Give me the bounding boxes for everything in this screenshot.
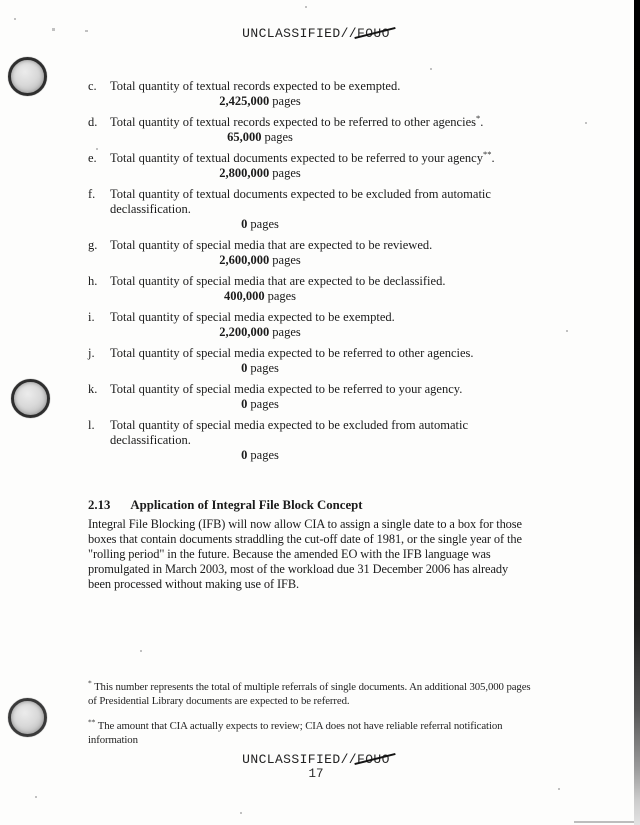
scan-speck (52, 28, 55, 31)
footnote-marker: * (475, 112, 481, 123)
section-paragraph (88, 517, 563, 592)
fouo-marking: FOUO (357, 26, 390, 41)
footnote-marker: * (88, 678, 92, 688)
page-number: 17 (308, 767, 324, 781)
list-item (88, 418, 566, 463)
scan-speck (566, 330, 568, 332)
item-letter: j. (88, 346, 95, 360)
item-text: Total quantity of special media expected to be exempted. (110, 310, 395, 324)
item-quantity: 0 pages (241, 448, 279, 462)
scan-edge-artifact-bottom (574, 821, 634, 823)
footnote: * This number represents the total of multiple referrals of single documents. An additional 305,000 pages of Presidential Library documents are expected to be referred. (88, 678, 531, 707)
scan-speck (14, 18, 16, 20)
list-item (88, 187, 566, 232)
item-quantity: 400,000 pages (223, 289, 297, 303)
item-text: Total quantity of special media that are expected to be declassified. (110, 274, 446, 288)
item-text: Total quantity of textual records expected to be referred to other agencies*. (110, 112, 484, 129)
paragraph-line: promulgated in March 2003, most of the workload due 31 December 2006 has already (88, 562, 509, 576)
item-letter: f. (88, 187, 96, 201)
hole-punch (11, 379, 50, 418)
list-item (88, 112, 566, 145)
list-item (88, 310, 566, 340)
item-letter: d. (88, 115, 98, 129)
footnote: ** The amount that CIA actually expects to review; CIA does not have reliable referral notification information (88, 717, 503, 746)
scan-speck (140, 650, 142, 652)
item-quantity: 2,800,000 pages (219, 166, 301, 180)
item-quantity: 0 pages (241, 217, 279, 231)
list-item (88, 346, 566, 376)
scan-speck (96, 148, 98, 150)
scan-speck (35, 796, 37, 798)
scan-speck (558, 788, 560, 790)
item-letter: e. (88, 151, 97, 165)
list-item (88, 382, 566, 412)
list-item (88, 79, 566, 109)
classification-prefix: UNCLASSIFIED// (242, 752, 357, 767)
footnote-marker: ** (88, 717, 96, 727)
item-quantity: 2,425,000 pages (219, 94, 301, 108)
item-quantity: 65,000 pages (227, 130, 293, 144)
list-item (88, 274, 566, 304)
item-letter: l. (88, 418, 95, 432)
classification-struck-marking (357, 26, 390, 41)
item-quantity: 2,200,000 pages (219, 325, 301, 339)
quantity-list (88, 79, 566, 469)
classification-struck-marking (357, 752, 390, 767)
item-letter: c. (88, 79, 97, 93)
fouo-marking: FOUO (357, 752, 390, 767)
item-quantity: 0 pages (241, 397, 279, 411)
item-text: Total quantity of textual documents expected to be excluded from automatic declassification. (110, 187, 491, 216)
paragraph-line: boxes that contain documents straddling the cut-off date of 1981, or the single year of the (88, 532, 522, 546)
item-letter: g. (88, 238, 98, 252)
item-text: Total quantity of special media that are expected to be reviewed. (110, 238, 433, 252)
scan-speck (430, 68, 432, 70)
item-quantity: 2,600,000 pages (219, 253, 301, 267)
paragraph-line: Integral File Blocking (IFB) will now allow CIA to assign a single date to a box for those (88, 517, 522, 531)
paragraph-line: "rolling period" in the future. Because the amended EO with the IFB language was (88, 547, 491, 561)
scan-speck (85, 30, 88, 32)
classification-prefix: UNCLASSIFIED// (242, 26, 357, 41)
section-number: 2.13 (88, 498, 111, 512)
footnotes (88, 678, 580, 759)
hole-punch (8, 698, 47, 737)
footer-classification-banner (0, 752, 632, 767)
scan-speck (305, 6, 307, 8)
paragraph-line: been processed without making use of IFB. (88, 577, 299, 591)
item-letter: i. (88, 310, 95, 324)
item-text: Total quantity of special media expected to be referred to your agency. (110, 382, 463, 396)
list-item (88, 148, 566, 181)
item-text: Total quantity of textual documents expected to be referred to your agency**. (110, 148, 495, 165)
item-letter: h. (88, 274, 98, 288)
scan-speck (240, 812, 242, 814)
item-text: Total quantity of special media expected to be referred to other agencies. (110, 346, 474, 360)
list-item (88, 238, 566, 268)
scan-speck (585, 122, 587, 124)
item-letter: k. (88, 382, 98, 396)
hole-punch (8, 57, 47, 96)
scan-edge-artifact (634, 0, 640, 825)
section-heading (88, 498, 558, 513)
header-classification-banner (0, 26, 632, 41)
section-title: Application of Integral File Block Concept (130, 498, 363, 512)
item-text: Total quantity of textual records expected to be exempted. (110, 79, 401, 93)
footnote-marker: ** (482, 148, 492, 159)
item-quantity: 0 pages (241, 361, 279, 375)
item-text: Total quantity of special media expected to be excluded from automatic declassification. (110, 418, 469, 447)
